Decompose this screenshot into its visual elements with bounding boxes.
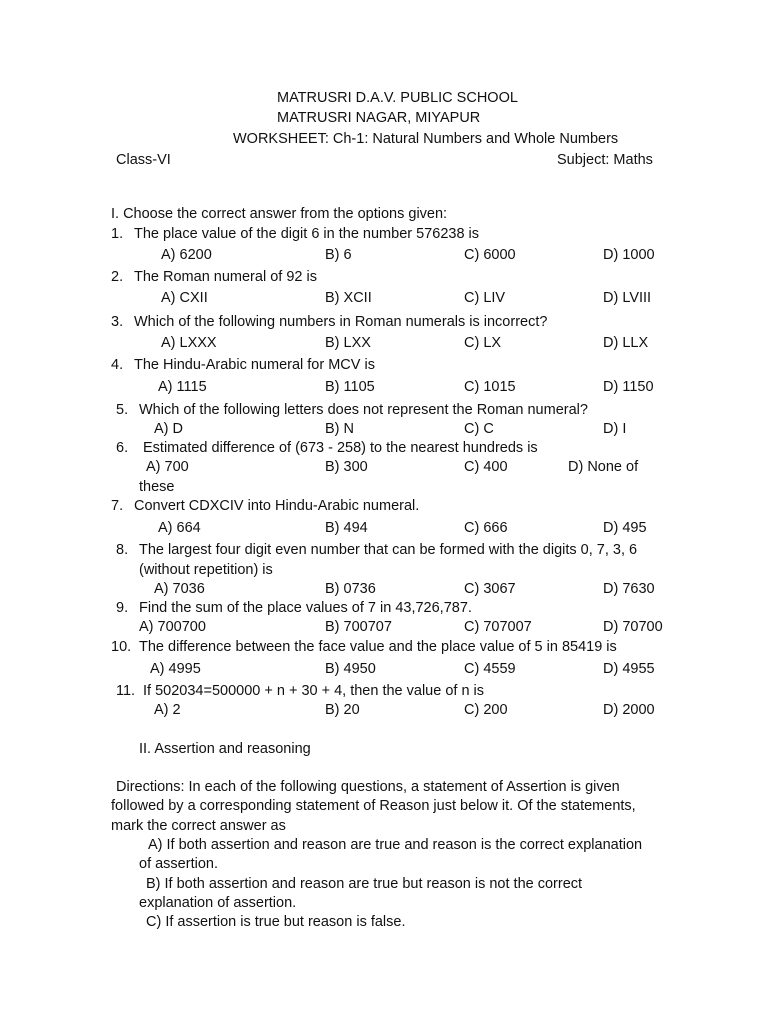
option-d: D) LLX	[603, 335, 649, 351]
option-a: A) 664	[158, 520, 201, 536]
option-d: D) 4955	[603, 661, 655, 677]
choice-line: B) If both assertion and reason are true but reason is not the correct	[146, 876, 583, 892]
option-a: A) 2	[154, 702, 181, 718]
choice-line: C) If assertion is true but reason is false.	[146, 914, 406, 930]
question-continuation: (without repetition) is	[139, 562, 273, 578]
option-b: B) 20	[325, 702, 360, 718]
option-b: B) 4950	[325, 661, 376, 677]
question-text: The place value of the digit 6 in the number 576238 is	[134, 226, 480, 242]
question-text: Find the sum of the place values of 7 in 43,726,787.	[139, 600, 472, 616]
directions-line: Directions: In each of the following questions, a statement of Assertion is given	[116, 779, 620, 795]
option-a: A) 7036	[154, 581, 205, 597]
question-text: Estimated difference of (673 - 258) to the nearest hundreds is	[143, 440, 538, 456]
option-b: B) 494	[325, 520, 368, 536]
option-c: C) 3067	[464, 581, 516, 597]
option-c: C) 200	[464, 702, 508, 718]
option-d: D) 2000	[603, 702, 655, 718]
question-text: The Hindu-Arabic numeral for MCV is	[134, 357, 375, 373]
option-d: D) I	[603, 421, 627, 437]
question-text: The Roman numeral of 92 is	[134, 269, 317, 285]
option-c: C) 666	[464, 520, 508, 536]
question-number: 3.	[111, 314, 124, 330]
option-d: D) None of	[568, 459, 639, 475]
question-number: 1.	[111, 226, 124, 242]
question-number: 7.	[111, 498, 124, 514]
choice-line: of assertion.	[139, 856, 218, 872]
option-d: D) 70700	[603, 619, 663, 635]
worksheet-title: WORKSHEET: Ch-1: Natural Numbers and Whole Numbers	[233, 131, 619, 147]
option-d: D) 495	[603, 520, 647, 536]
choice-line: A) If both assertion and reason are true and reason is the correct explanation	[148, 837, 643, 853]
option-c: C) LIV	[464, 290, 506, 306]
option-a: A) 6200	[161, 247, 212, 263]
option-b: B) 300	[325, 459, 368, 475]
school-address: MATRUSRI NAGAR, MIYAPUR	[277, 110, 481, 126]
option-c: C) LX	[464, 335, 502, 351]
question-number: 2.	[111, 269, 124, 285]
option-b: B) N	[325, 421, 354, 437]
option-d: D) 1150	[603, 379, 654, 395]
question-number: 11.	[116, 683, 136, 699]
option-a: A) 4995	[150, 661, 201, 677]
option-d: D) LVIII	[603, 290, 652, 306]
option-a: A) D	[154, 421, 183, 437]
section-1-heading: I. Choose the correct answer from the options given:	[111, 206, 448, 222]
question-text: If 502034=500000 + n + 30 + 4, then the value of n is	[143, 683, 485, 699]
option-b: B) 1105	[325, 379, 375, 395]
option-b: B) 6	[325, 247, 352, 263]
option-c: C) 707007	[464, 619, 532, 635]
option-a: A) 700	[146, 459, 189, 475]
question-text: Convert CDXCIV into Hindu-Arabic numeral.	[134, 498, 420, 514]
question-number: 9.	[116, 600, 129, 616]
question-number: 8.	[116, 542, 129, 558]
option-a: A) 700700	[139, 619, 206, 635]
section-2-heading: II. Assertion and reasoning	[139, 741, 311, 757]
class-label: Class-VI	[116, 152, 171, 168]
option-a: A) LXXX	[161, 335, 217, 351]
option-a: A) 1115	[158, 379, 207, 395]
question-number: 5.	[116, 402, 129, 418]
question-number: 4.	[111, 357, 124, 373]
option-c: C) 400	[464, 459, 508, 475]
option-b: B) 0736	[325, 581, 376, 597]
question-text: The difference between the face value and the place value of 5 in 85419 is	[139, 639, 617, 655]
question-text: The largest four digit even number that can be formed with the digits 0, 7, 3, 6	[139, 542, 638, 558]
question-text: Which of the following numbers in Roman numerals is incorrect?	[134, 314, 548, 330]
option-c: C) C	[464, 421, 494, 437]
option-b: B) XCII	[325, 290, 372, 306]
question-number: 10.	[111, 639, 132, 655]
option-continuation: these	[139, 479, 175, 495]
directions-line: mark the correct answer as	[111, 818, 286, 834]
question-text: Which of the following letters does not represent the Roman numeral?	[139, 402, 588, 418]
option-b: B) 700707	[325, 619, 392, 635]
option-c: C) 1015	[464, 379, 516, 395]
option-d: D) 1000	[603, 247, 655, 263]
option-a: A) CXII	[161, 290, 208, 306]
question-number: 6.	[116, 440, 129, 456]
option-c: C) 6000	[464, 247, 516, 263]
option-b: B) LXX	[325, 335, 371, 351]
option-d: D) 7630	[603, 581, 655, 597]
option-c: C) 4559	[464, 661, 516, 677]
school-name: MATRUSRI D.A.V. PUBLIC SCHOOL	[277, 90, 518, 106]
subject-label: Subject: Maths	[557, 152, 653, 168]
directions-line: followed by a corresponding statement of Reason just below it. Of the statements,	[111, 798, 636, 814]
choice-line: explanation of assertion.	[139, 895, 297, 911]
